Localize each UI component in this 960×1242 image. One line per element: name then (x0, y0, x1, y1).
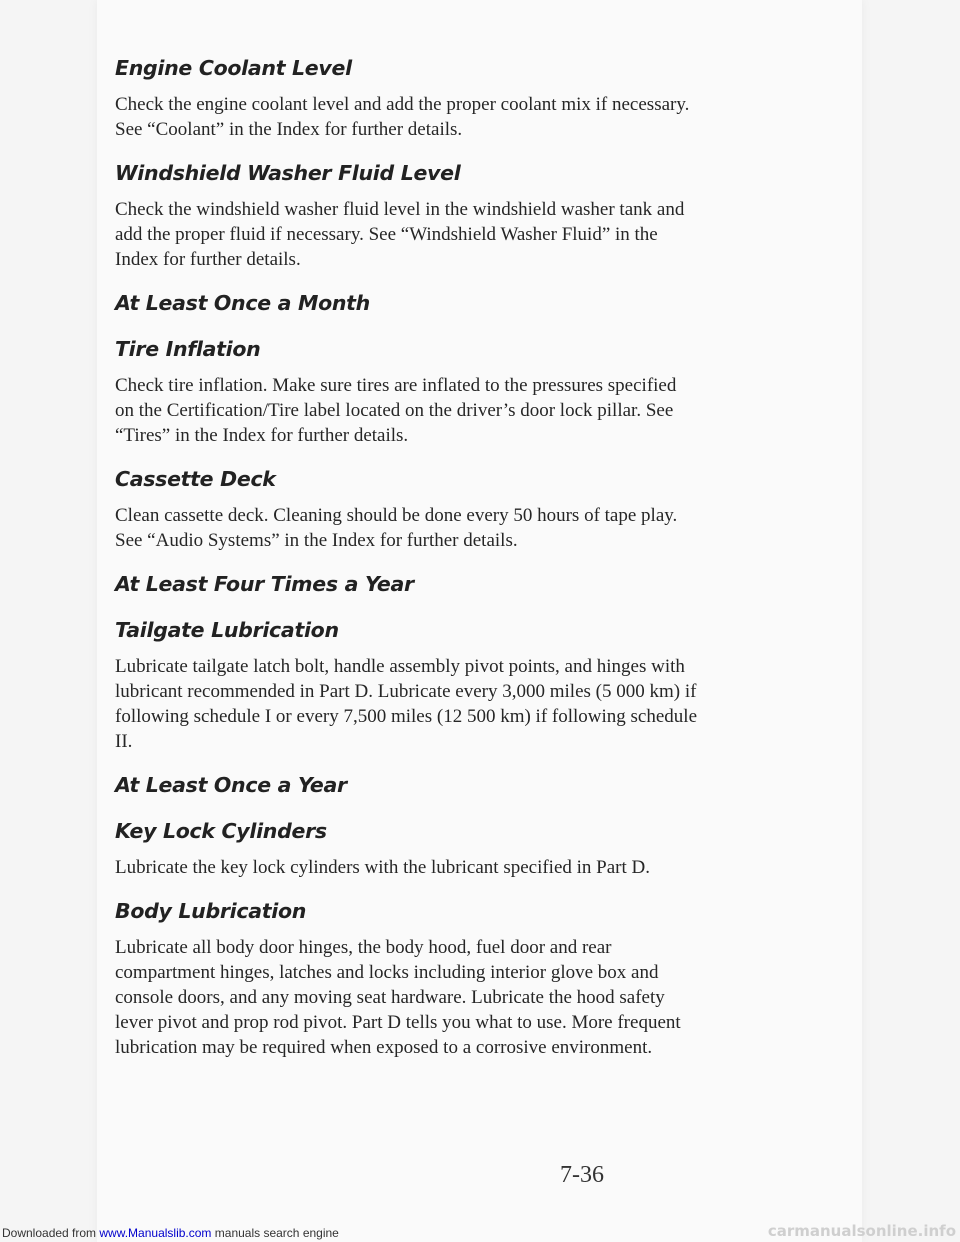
manual-page (97, 0, 862, 1242)
heading-tire-inflation: Tire Inflation (115, 337, 261, 361)
text-line: Check the engine coolant level and add the proper coolant mix if necessary. (115, 94, 690, 115)
text-line: Clean cassette deck. Cleaning should be done every 50 hours of tape play. (115, 505, 678, 526)
text-line: Lubricate the key lock cylinders with the lubricant specified in Part D. (115, 857, 650, 878)
text-line: lubricant recommended in Part D. Lubricate every 3,000 miles (5 000 km) if (115, 681, 697, 702)
footer-prefix: Downloaded from (2, 1226, 100, 1240)
text-line: compartment hinges, latches and locks including interior glove box and (115, 962, 659, 983)
paragraph-tailgate-lubrication (115, 654, 815, 754)
heading-cassette-deck: Cassette Deck (115, 467, 276, 491)
site-watermark: carmanualsonline.info (767, 1222, 956, 1240)
text-line: following schedule I or every 7,500 miles (12 500 km) if following schedule (115, 706, 698, 727)
paragraph-key-lock-cylinders (115, 855, 815, 880)
page-number: 7-36 (560, 1162, 604, 1188)
text-line: lubrication may be required when exposed to a corrosive environment. (115, 1037, 653, 1058)
heading-tailgate-lubrication: Tailgate Lubrication (115, 618, 339, 642)
text-line: lever pivot and prop rod pivot. Part D tells you what to use. More frequent (115, 1012, 681, 1033)
footer-suffix: manuals search engine (211, 1226, 339, 1240)
paragraph-cassette-deck (115, 503, 815, 553)
heading-at-least-once-a-month: At Least Once a Month (115, 291, 370, 315)
text-line: See “Coolant” in the Index for further details. (115, 119, 463, 140)
page-content (115, 56, 815, 1060)
text-line: Index for further details. (115, 249, 301, 270)
text-line: console doors, and any moving seat hardware. Lubricate the hood safety (115, 987, 665, 1008)
download-footer (2, 1226, 339, 1240)
heading-windshield-washer-fluid-level: Windshield Washer Fluid Level (115, 161, 461, 185)
text-line: Check the windshield washer fluid level in the windshield washer tank and (115, 199, 685, 220)
paragraph-body-lubrication (115, 935, 815, 1060)
text-line: on the Certification/Tire label located on the driver’s door lock pillar. See (115, 400, 674, 421)
paragraph-tire-inflation (115, 373, 815, 448)
text-line: Check tire inflation. Make sure tires are inflated to the pressures specified (115, 375, 677, 396)
text-line: See “Audio Systems” in the Index for further details. (115, 530, 518, 551)
text-line: II. (115, 731, 133, 752)
heading-engine-coolant-level: Engine Coolant Level (115, 56, 352, 80)
text-line: “Tires” in the Index for further details. (115, 425, 409, 446)
text-line: Lubricate tailgate latch bolt, handle assembly pivot points, and hinges with (115, 656, 685, 677)
heading-at-least-once-a-year: At Least Once a Year (115, 773, 347, 797)
manualslib-link[interactable]: www.Manualslib.com (99, 1226, 212, 1240)
heading-at-least-four-times-a-year: At Least Four Times a Year (115, 572, 414, 596)
text-line: Lubricate all body door hinges, the body hood, fuel door and rear (115, 937, 612, 958)
paragraph-engine-coolant (115, 92, 815, 142)
heading-body-lubrication: Body Lubrication (115, 899, 307, 923)
paragraph-windshield-washer (115, 197, 815, 272)
text-line: add the proper fluid if necessary. See “Windshield Washer Fluid” in the (115, 224, 658, 245)
heading-key-lock-cylinders: Key Lock Cylinders (115, 819, 327, 843)
